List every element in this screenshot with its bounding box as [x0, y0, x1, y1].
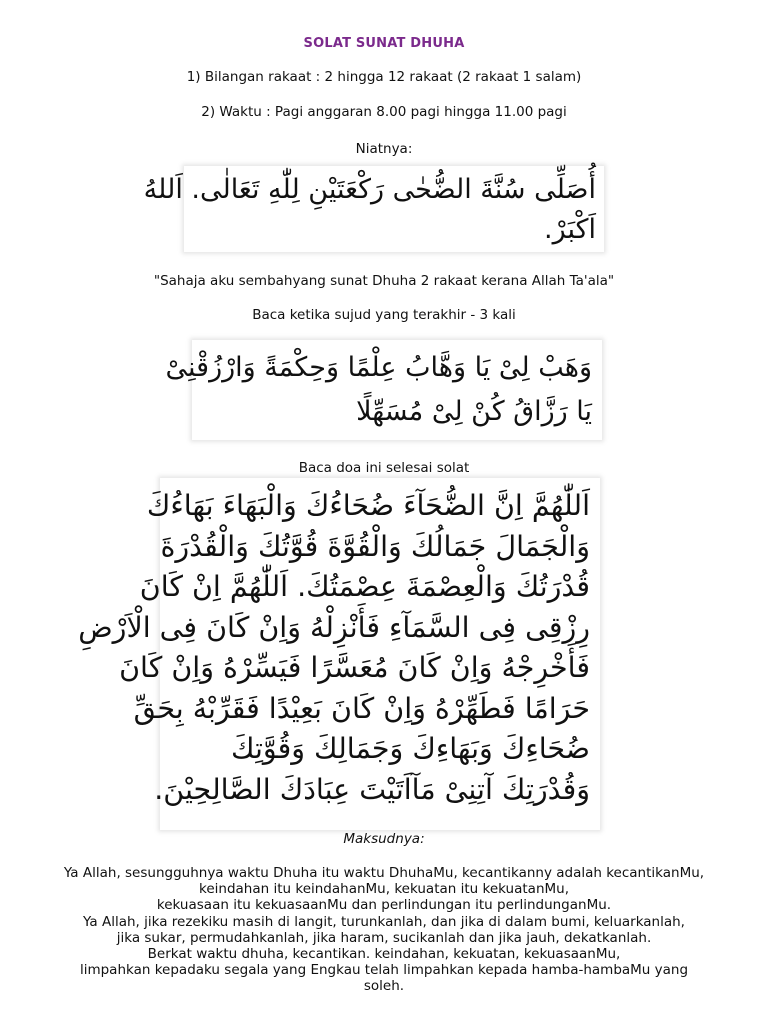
doa-arabic-line: ضُحَاءِكَ وَبَهَاءِكَ وَجَمَالِكَ وَقُوَّتِكَ — [230, 732, 590, 765]
niat-arabic-line: اَكْبَرْ. — [544, 214, 596, 245]
maksud-translation — [0, 865, 768, 995]
doa-heading: Baca doa ini selesai solat — [298, 460, 470, 476]
sujud-heading: Baca ketika sujud yang terakhir - 3 kali — [252, 307, 516, 323]
niat-arabic-line: أُصَلِّى سُنَّةَ الضُّحٰى رَكْعَتَيْنِ لِلّٰهِ تَعَالٰى. اَللهُ — [143, 174, 596, 205]
maksud-line: Ya Allah, sesungguhnya waktu Dhuha itu waktu DhuhaMu, kecantikanny adalah kecantikanMu, — [63, 865, 705, 881]
maksud-line: Ya Allah, jika rezekiku masih di langit, turunkanlah, dan jika di dalam bumi, keluarkanlah, — [83, 913, 685, 930]
page-title: SOLAT SUNAT DHUHA — [303, 36, 465, 51]
sujud-arabic-line: وَهَبْ لِىْ يَا وَهَّابُ عِلْمًا وَحِكْمَةً وَارْزُقْنِىْ — [165, 352, 592, 383]
maksud-heading: Maksudnya: — [343, 831, 425, 847]
doa-arabic-line: فَأَخْرِجْهُ وَاِنْ كَانَ مُعَسَّرًا فَيَسِّرْهُ وَاِنْ كَانَ — [119, 651, 590, 684]
maksud-line: kekuasaan itu kekuasaanMu dan perlindungan itu perlindunganMu. — [156, 897, 612, 914]
doa-arabic-line: قُدْرَتُكَ وَالْعِصْمَةَ عِصْمَتُكَ. اَللّٰهُمَّ اِنْ كَانَ — [139, 570, 590, 603]
niat-translation: "Sahaja aku sembahyang sunat Dhuha 2 rakaat kerana Allah Ta'ala" — [153, 273, 615, 289]
sujud-arabic-text — [165, 340, 602, 440]
maksud-line: keindahan itu keindahanMu, kekuatan itu kekuatanMu, — [199, 881, 569, 898]
doa-arabic-line: اَللّٰهُمَّ اِنَّ الضُّحَآءَ ضُحَاءُكَ وَالْبَهَاءَ بَهَاءُكَ — [146, 489, 590, 522]
doa-arabic-line: حَرَامًا فَطَهِّرْهُ وَاِنْ كَانَ بَعِيْدًا فَقَرِّبْهُ بِحَقِّ — [133, 691, 590, 725]
niat-arabic-text — [143, 166, 604, 252]
waktu-info: 2) Waktu : Pagi anggaran 8.00 pagi hingga 11.00 pagi — [201, 104, 567, 120]
niat-heading: Niatnya: — [355, 141, 413, 157]
rakaat-info: 1) Bilangan rakaat : 2 hingga 12 rakaat (2 rakaat 1 salam) — [186, 69, 582, 85]
maksud-line: Berkat waktu dhuha, kecantikan. keindahan, kekuatan, kekuasaanMu, — [147, 946, 621, 963]
doa-arabic-line: وَالْجَمَالَ جَمَالُكَ وَالْقُوَّةَ قُوَّتُكَ وَالْقُدْرَةَ — [160, 529, 590, 563]
doa-arabic-line: رِزْقِى فِى السَّمَآءِ فَأَنْزِلْهُ وَاِنْ كَانَ فِى الْاَرْضِ — [78, 610, 590, 644]
sujud-arabic-line: يَا رَزَّاقُ كُنْ لِىْ مُسَهِّلًا — [356, 396, 592, 427]
maksud-line: jika sukar, permudahkanlah, jika haram, sucikanlah dan jika jauh, dekatkanlah. — [116, 929, 652, 946]
doa-arabic-text — [78, 478, 600, 830]
maksud-line: limpahkan kepadaku segala yang Engkau telah limpahkan kepada hamba-hambaMu yang soleh. — [79, 962, 689, 995]
doa-arabic-line: وَقُدْرَتِكَ آتِنِىْ مَآاَتَيْتَ عِبَادَكَ الصَّالِحِيْنَ. — [154, 772, 590, 806]
